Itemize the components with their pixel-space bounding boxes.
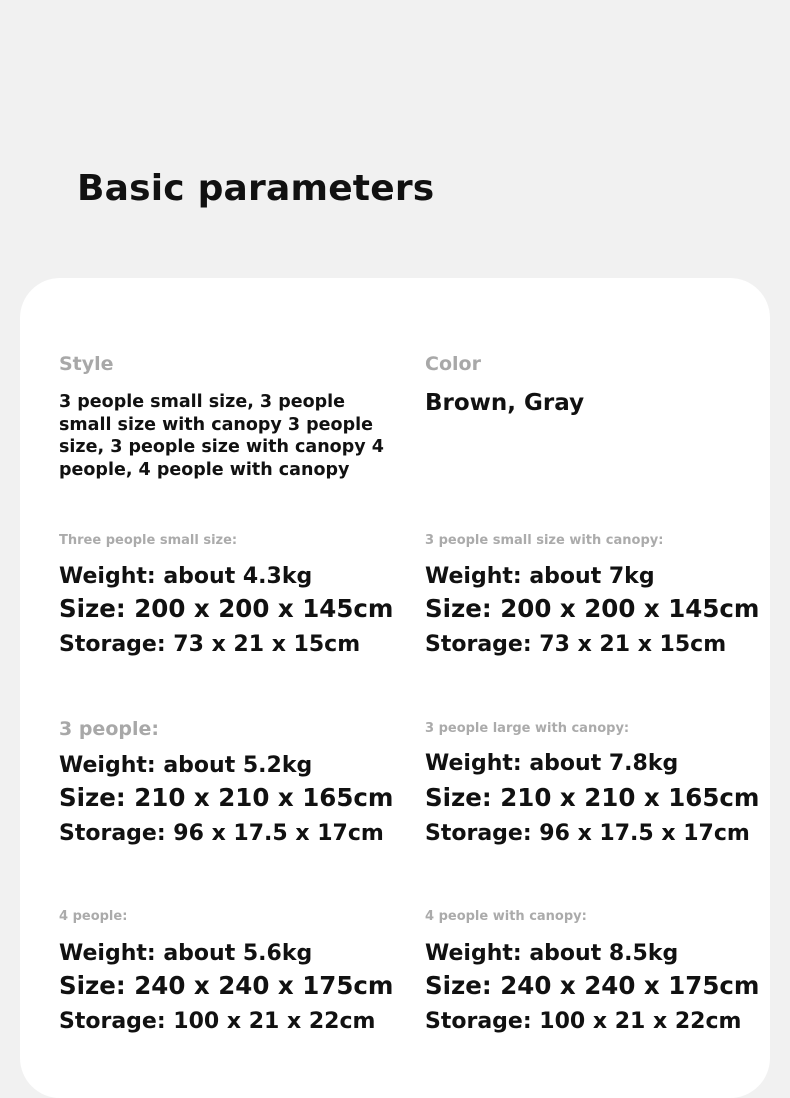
page-title: Basic parameters — [77, 168, 435, 209]
spec-storage: Storage: 73 x 21 x 15cm — [425, 632, 727, 657]
spec-size: Size: 200 x 200 x 145cm — [59, 594, 394, 623]
spec-size: Size: 210 x 210 x 165cm — [59, 783, 394, 812]
spec-storage: Storage: 96 x 17.5 x 17cm — [425, 821, 750, 846]
spec-title: 3 people: — [59, 718, 159, 740]
style-value: 3 people small size, 3 people small size with canopy 3 people size, 3 people size with canopy 4 people, 4 people with canopy — [59, 392, 384, 480]
spec-weight: Weight: about 4.3kg — [59, 564, 313, 589]
spec-size: Size: 200 x 200 x 145cm — [425, 594, 760, 623]
spec-storage: Storage: 100 x 21 x 22cm — [425, 1009, 742, 1034]
spec-title: 4 people: — [59, 909, 128, 924]
spec-weight: Weight: about 7.8kg — [425, 751, 679, 776]
spec-size: Size: 240 x 240 x 175cm — [425, 971, 760, 1000]
spec-title: 3 people small size with canopy: — [425, 533, 664, 548]
spec-storage: Storage: 96 x 17.5 x 17cm — [59, 821, 384, 846]
spec-size: Size: 210 x 210 x 165cm — [425, 783, 760, 812]
spec-weight: Weight: about 8.5kg — [425, 941, 679, 966]
spec-title: Three people small size: — [59, 533, 238, 548]
spec-weight: Weight: about 5.2kg — [59, 753, 313, 778]
spec-title: 4 people with canopy: — [425, 909, 587, 924]
color-label: Color — [425, 353, 481, 375]
spec-storage: Storage: 100 x 21 x 22cm — [59, 1009, 376, 1034]
spec-storage: Storage: 73 x 21 x 15cm — [59, 632, 361, 657]
spec-size: Size: 240 x 240 x 175cm — [59, 971, 394, 1000]
spec-title: 3 people large with canopy: — [425, 721, 630, 736]
spec-weight: Weight: about 5.6kg — [59, 941, 313, 966]
style-label: Style — [59, 353, 114, 375]
color-value: Brown, Gray — [425, 390, 585, 416]
spec-weight: Weight: about 7kg — [425, 564, 655, 589]
